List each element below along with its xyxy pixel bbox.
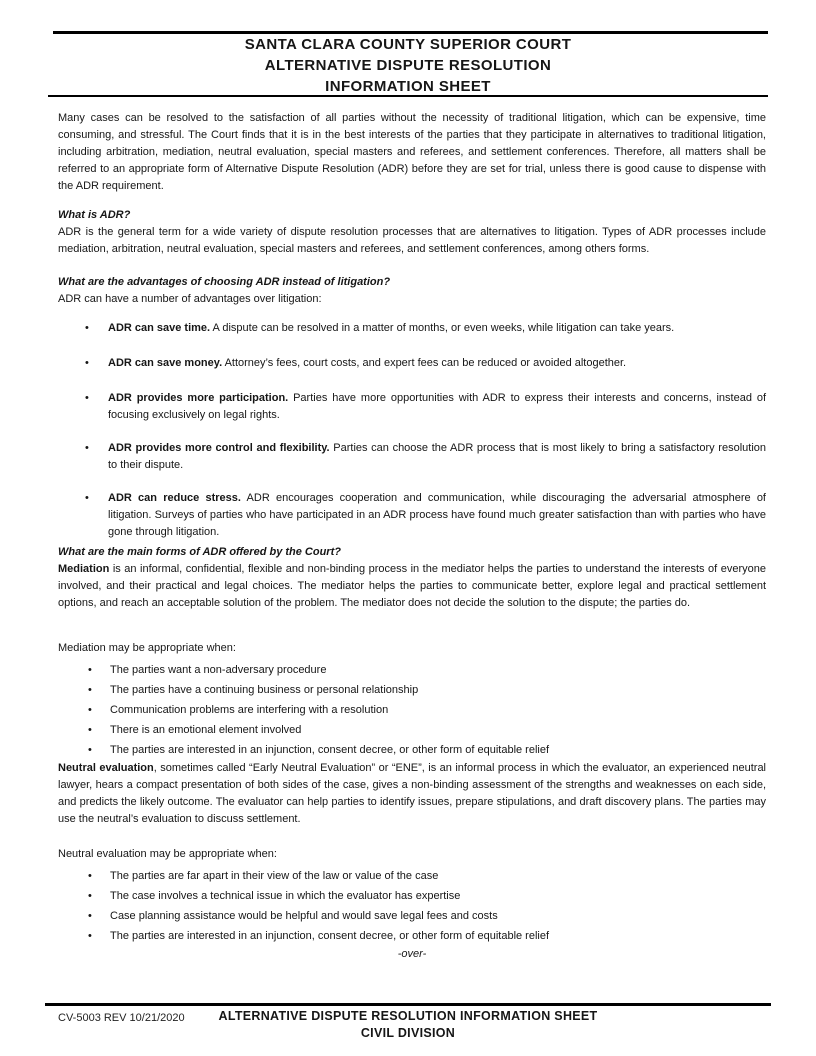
bullet-icon: • — [85, 492, 89, 504]
bullet-icon: • — [88, 664, 92, 676]
footer-rule — [45, 1003, 771, 1006]
bullet-icon: • — [88, 930, 92, 942]
mediation-when-list — [58, 660, 766, 760]
ne-when-intro: Neutral evaluation may be appropriate when: — [58, 848, 277, 860]
heading-advantages: What are the advantages of choosing ADR instead of litigation? — [58, 276, 391, 288]
document-title — [0, 34, 816, 97]
when-item-text: The parties are interested in an injunction, consent decree, or other form of equitable relief — [110, 930, 550, 942]
ne-when-list — [58, 866, 766, 946]
list-item — [58, 740, 766, 760]
header-bottom-rule — [48, 95, 768, 97]
list-item — [58, 355, 766, 372]
advantage-text: Parties have more opportunities with ADR to express their interests and concerns, instead of focusing exclusively on legal rights. — [108, 392, 766, 421]
neutral-evaluation-text: , sometimes called “Early Neutral Evaluation” or “ENE”, is an informal process in which the evaluator, an experienced neutral lawyer, hears a compact presentation of both sides of the case, gives a non-binding assessment of the strengths and weaknesses on each side, and predicts the likely outcome. The evaluator can help parties to identify issues, prepare stipulations, and draft discovery plans. The parties may use the neutral’s evaluation to discuss settlement. — [58, 762, 767, 825]
list-item — [58, 320, 766, 337]
bullet-icon: • — [88, 704, 92, 716]
list-item — [58, 906, 766, 926]
bullet-icon: • — [85, 322, 89, 334]
when-item-text: The parties are far apart in their view of the law or value of the case — [110, 870, 439, 882]
title-line-adr: ALTERNATIVE DISPUTE RESOLUTION — [264, 57, 552, 74]
bullet-icon: • — [85, 442, 89, 454]
advantage-lead: ADR can reduce stress. — [108, 492, 241, 504]
footer-form-number: CV-5003 REV 10/21/2020 — [58, 1012, 185, 1024]
list-item — [58, 700, 766, 720]
bullet-icon: • — [85, 357, 89, 369]
when-item-text: Communication problems are interfering with a resolution — [110, 704, 389, 716]
when-item-text: The parties have a continuing business or personal relationship — [110, 684, 419, 696]
bullet-icon: • — [88, 684, 92, 696]
when-item-text: The parties are interested in an injunction, consent decree, or other form of equitable relief — [110, 744, 550, 756]
list-item — [58, 490, 766, 541]
neutral-evaluation-lead: Neutral evaluation — [58, 762, 154, 774]
when-item-text: The case involves a technical issue in which the evaluator has expertise — [110, 890, 461, 902]
advantage-text: Parties can choose the ADR process that is most likely to bring a satisfactory resolution to their dispute. — [108, 442, 766, 471]
bullet-icon: • — [88, 870, 92, 882]
mediation-text: is an informal, confidential, flexible and non-binding process in the mediator helps the parties to understand the interests of everyone involved, and their practical and legal choices. The mediator helps the parties to communicate better, explore legal and practical settlement options, and reach an acceptable solution of the problem. The mediator does not decide the solution to the dispute; the parties do. — [58, 563, 766, 609]
advantages-intro: ADR can have a number of advantages over litigation: — [58, 293, 322, 305]
advantage-text: Attorney’s fees, court costs, and expert fees can be reduced or avoided altogether. — [222, 357, 627, 369]
advantage-lead: ADR provides more control and flexibility. — [108, 442, 330, 454]
advantage-lead: ADR can save time. — [108, 322, 211, 334]
bullet-icon: • — [88, 724, 92, 736]
list-item — [58, 390, 766, 424]
title-line-sheet: INFORMATION SHEET — [325, 78, 491, 95]
title-line-court: SANTA CLARA COUNTY SUPERIOR COURT — [244, 36, 572, 53]
list-item — [58, 886, 766, 906]
footer-title — [0, 1008, 816, 1042]
list-item — [58, 926, 766, 946]
bullet-icon: • — [88, 890, 92, 902]
footer-title-line: ALTERNATIVE DISPUTE RESOLUTION INFORMATION SHEET — [218, 1009, 598, 1023]
neutral-evaluation-paragraph — [58, 760, 766, 828]
list-item — [58, 720, 766, 740]
list-item — [58, 680, 766, 700]
advantage-text: ADR encourages cooperation and communication, while discouraging the adversarial atmosphere of litigation. Surveys of parties who have participated in an ADR process have found much greater satisfaction than with parties who have gone through litigation. — [108, 492, 766, 538]
over-label: -over- — [397, 948, 427, 960]
advantage-text: A dispute can be resolved in a matter of months, or even weeks, while litigation can take years. — [210, 322, 675, 334]
advantage-lead: ADR can save money. — [108, 357, 223, 369]
when-item-text: There is an emotional element involved — [110, 724, 302, 736]
mediation-lead: Mediation — [58, 563, 110, 575]
mediation-when-intro: Mediation may be appropriate when: — [58, 642, 236, 654]
heading-what-is-adr: What is ADR? — [58, 209, 131, 221]
footer-subtitle-line: CIVIL DIVISION — [360, 1026, 456, 1040]
intro-paragraph: Many cases can be resolved to the satisfaction of all parties without the necessity of traditional litigation, which can be expensive, time consuming, and stressful. The Court finds that it is in the best interests of the parties that they participate in alternatives to traditional litigation, including arbitration, mediation, neutral evaluation, special masters and referees, and settlement conferences. Therefore, all matters shall be referred to an appropriate form of Alternative Dispute Resolution (ADR) before they are set for trial, unless there is good cause to dispense with the ADR requirement. — [58, 112, 766, 192]
list-item — [58, 660, 766, 680]
advantages-list — [58, 320, 766, 541]
bullet-icon: • — [85, 392, 89, 404]
advantage-lead: ADR provides more participation. — [108, 392, 289, 404]
bullet-icon: • — [88, 910, 92, 922]
when-item-text: The parties want a non-adversary procedure — [110, 664, 327, 676]
what-is-adr-paragraph: ADR is the general term for a wide variety of dispute resolution processes that are alternatives to litigation. Types of ADR processes include mediation, arbitration, neutral evaluation, special masters and referees, and settlement conferences, among others forms. — [58, 226, 766, 255]
list-item — [58, 440, 766, 474]
when-item-text: Case planning assistance would be helpful and would save legal fees and costs — [110, 910, 498, 922]
bullet-icon: • — [88, 744, 92, 756]
mediation-paragraph — [58, 561, 766, 612]
list-item — [58, 866, 766, 886]
heading-main-forms: What are the main forms of ADR offered by the Court? — [58, 546, 341, 558]
